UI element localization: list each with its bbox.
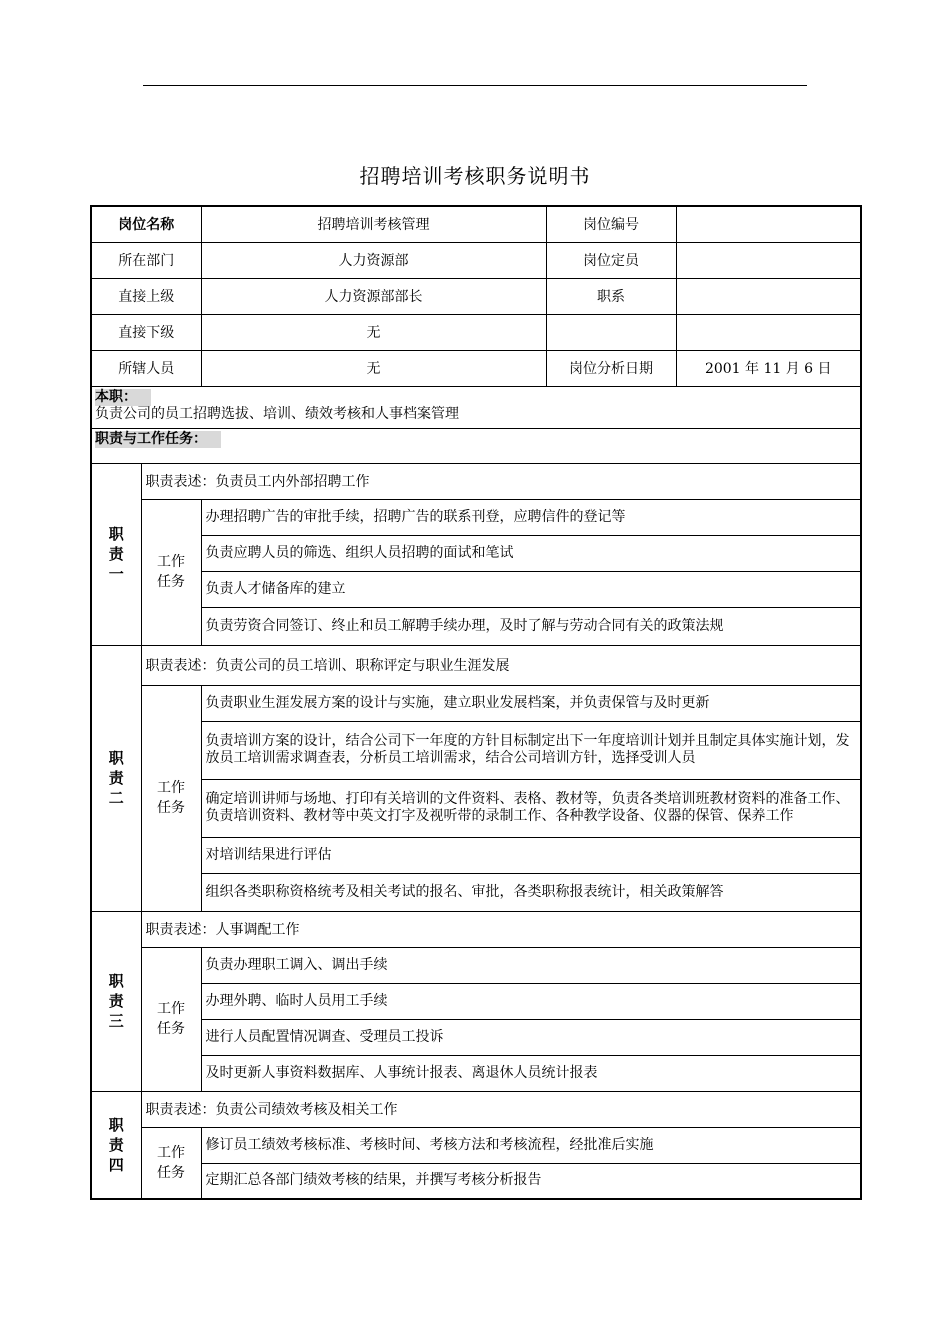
task-item: 及时更新人事资料数据库、人事统计报表、离退休人员统计报表	[201, 1055, 861, 1091]
task-item: 负责培训方案的设计，结合公司下一年度的方针目标制定出下一年度培训计划并且制定具体实施计划，发放员工培训需求调查表，分析员工培训需求，结合公司培训方针，选择受训人员	[201, 721, 861, 779]
benzhi-text: 负责公司的员工招聘选拔、培训、绩效考核和人事档案管理	[95, 405, 459, 422]
task-item: 办理招聘广告的审批手续，招聘广告的联系刊登，应聘信件的登记等	[201, 499, 861, 535]
field-value: 人力资源部部长	[201, 278, 546, 314]
task-item: 负责办理职工调入、调出手续	[201, 947, 861, 983]
field-value	[676, 278, 861, 314]
field-label: 所辖人员	[91, 350, 201, 386]
duty-label: 职 责 二	[91, 645, 141, 911]
duty-label: 职 责 一	[91, 463, 141, 645]
field-value: 人力资源部	[201, 242, 546, 278]
info-row	[91, 350, 861, 386]
benzhi-label: 本职：	[95, 389, 151, 406]
task-item: 进行人员配置情况调查、受理员工投诉	[201, 1019, 861, 1055]
info-row	[91, 242, 861, 278]
task-row	[91, 779, 861, 837]
task-item: 负责应聘人员的筛选、组织人员招聘的面试和笔试	[201, 535, 861, 571]
task-item: 对培训结果进行评估	[201, 837, 861, 873]
task-row	[91, 837, 861, 873]
task-label: 工作 任务	[141, 1127, 201, 1199]
task-item: 定期汇总各部门绩效考核的结果，并撰写考核分析报告	[201, 1163, 861, 1199]
header-rule	[143, 85, 807, 86]
task-label: 工作 任务	[141, 685, 201, 911]
field-value	[676, 242, 861, 278]
info-row	[91, 206, 861, 242]
duty-description: 职责表述：人事调配工作	[141, 911, 861, 947]
field-label: 直接上级	[91, 278, 201, 314]
task-row	[91, 685, 861, 721]
duty-label: 职 责 三	[91, 911, 141, 1091]
info-row	[91, 314, 861, 350]
task-label: 工作 任务	[141, 947, 201, 1091]
duty-desc-row	[91, 463, 861, 499]
info-row	[91, 278, 861, 314]
task-item: 负责劳资合同签订、终止和员工解聘手续办理，及时了解与劳动合同有关的政策法规	[201, 607, 861, 645]
benzhi-cell	[91, 386, 861, 428]
duty-description: 职责表述：负责员工内外部招聘工作	[141, 463, 861, 499]
task-row	[91, 947, 861, 983]
task-row	[91, 1163, 861, 1199]
field-value	[676, 206, 861, 242]
task-item: 修订员工绩效考核标准、考核时间、考核方法和考核流程，经批准后实施	[201, 1127, 861, 1163]
field-value: 无	[201, 350, 546, 386]
task-row	[91, 535, 861, 571]
task-row	[91, 1127, 861, 1163]
duty-description: 职责表述：负责公司绩效考核及相关工作	[141, 1091, 861, 1127]
benzhi-row	[91, 386, 861, 428]
task-label: 工作 任务	[141, 499, 201, 645]
duties-header-cell	[91, 428, 861, 463]
field-label	[546, 314, 676, 350]
field-label: 岗位分析日期	[546, 350, 676, 386]
task-row	[91, 721, 861, 779]
task-item: 组织各类职称资格统考及相关考试的报名、审批，各类职称报表统计，相关政策解答	[201, 873, 861, 911]
field-label: 岗位名称	[91, 206, 201, 242]
task-item: 确定培训讲师与场地、打印有关培训的文件资料、表格、教材等，负责各类培训班教材资料的准备工作、负责培训资料、教材等中英文打字及视听带的录制工作、各种教学设备、仪器的保管、保养工作	[201, 779, 861, 837]
duty-desc-row	[91, 645, 861, 685]
duty-description: 职责表述：负责公司的员工培训、职称评定与职业生涯发展	[141, 645, 861, 685]
task-row	[91, 873, 861, 911]
duties-header: 职责与工作任务：	[95, 431, 221, 448]
field-label: 所在部门	[91, 242, 201, 278]
task-row	[91, 1055, 861, 1091]
duty-label: 职 责 四	[91, 1091, 141, 1199]
duty-desc-row	[91, 911, 861, 947]
field-label: 岗位编号	[546, 206, 676, 242]
field-value	[676, 314, 861, 350]
field-label: 岗位定员	[546, 242, 676, 278]
task-row	[91, 571, 861, 607]
field-value: 2001 年 11 月 6 日	[676, 350, 861, 386]
task-item: 负责职业生涯发展方案的设计与实施，建立职业发展档案，并负责保管与及时更新	[201, 685, 861, 721]
task-row	[91, 983, 861, 1019]
task-row	[91, 499, 861, 535]
field-value: 无	[201, 314, 546, 350]
duties-header-row	[91, 428, 861, 463]
job-description-table	[90, 205, 862, 1200]
document-title: 招聘培训考核职务说明书	[359, 164, 591, 188]
field-label: 直接下级	[91, 314, 201, 350]
task-item: 办理外聘、临时人员用工手续	[201, 983, 861, 1019]
field-value: 招聘培训考核管理	[201, 206, 546, 242]
task-row	[91, 1019, 861, 1055]
task-item: 负责人才储备库的建立	[201, 571, 861, 607]
field-label: 职系	[546, 278, 676, 314]
duty-desc-row	[91, 1091, 861, 1127]
task-row	[91, 607, 861, 645]
